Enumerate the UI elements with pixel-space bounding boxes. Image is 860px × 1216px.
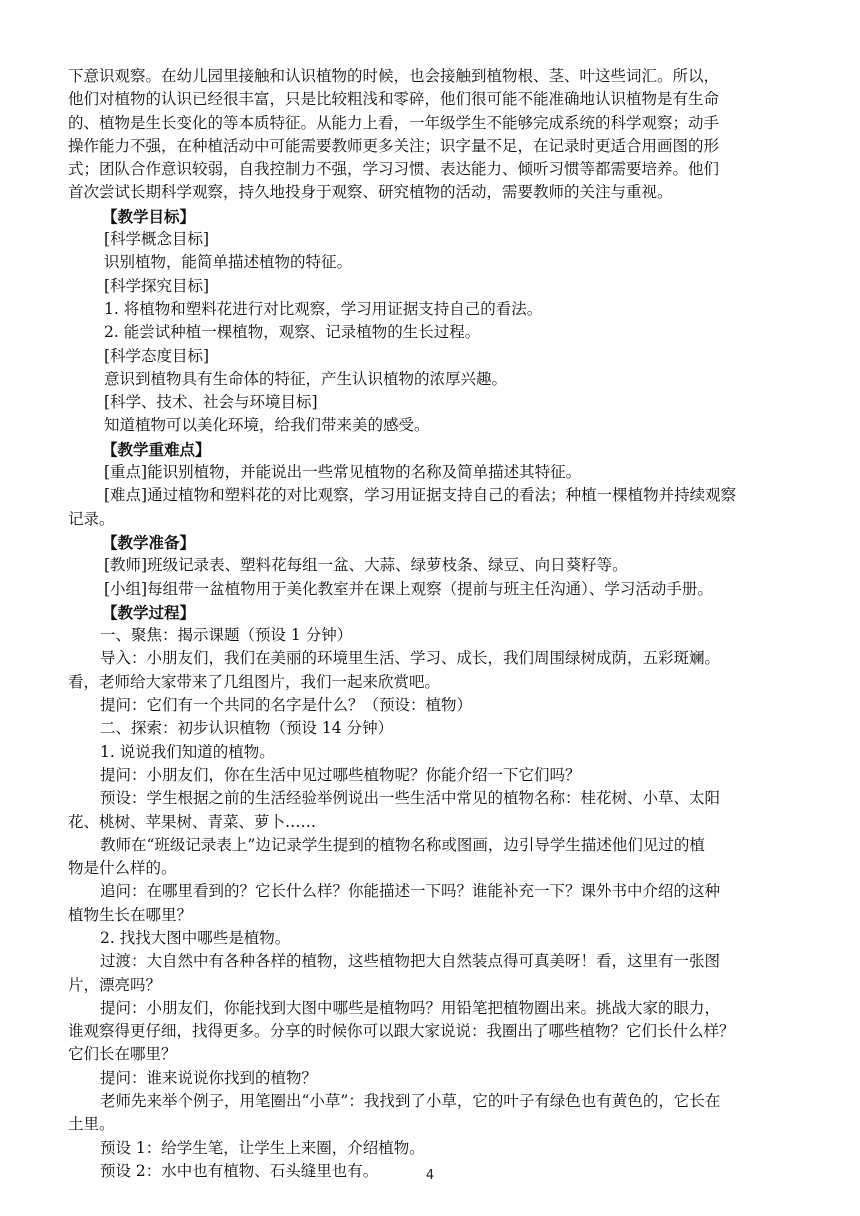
text-line: 看，老师给大家带来了几组图片，我们一起来欣赏吧。	[68, 672, 441, 691]
document-body	[68, 65, 798, 1183]
text-line: 首次尝试长期科学观察，持久地投身于观察、研究植物的活动，需要教师的关注与重视。	[68, 183, 673, 202]
text-line: 土里。	[68, 1115, 115, 1134]
text-line: 预设：学生根据之前的生活经验举例说出一些生活中常见的植物名称：桂花树、小草、太阳	[100, 789, 721, 808]
text-line: 式；团队合作意识较弱，自我控制力不强，学习习惯、表达能力、倾听习惯等都需要培养。他们	[68, 160, 720, 179]
section-heading: 【教学重难点】	[102, 439, 211, 459]
text-line: 2. 找找大图中哪些是植物。	[100, 928, 291, 947]
text-line: 预设 1：给学生笔，让学生上来圈，介绍植物。	[100, 1138, 425, 1157]
section-heading: 【教学目标】	[102, 206, 196, 226]
text-line: 一、聚焦：揭示课题（预设 1 分钟）	[100, 626, 353, 645]
text-line: 追问：在哪里看到的？它长什么样？你能描述一下吗？谁能补充一下？课外书中介绍的这种	[100, 882, 721, 901]
text-line: 老师先来举个例子，用笔圈出“小草”：我找到了小草，它的叶子有绿色也有黄色的，它长在	[100, 1092, 721, 1111]
text-line: 二、探索：初步认识植物（预设 14 分钟）	[100, 719, 394, 738]
text-line: 它们长在哪里？	[68, 1045, 177, 1064]
text-line: 导入：小朋友们，我们在美丽的环境里生活、学习、成长，我们周围绿树成荫，五彩斑斓。	[100, 649, 721, 668]
text-line: 意识到植物具有生命体的特征，产生认识植物的浓厚兴趣。	[104, 369, 508, 388]
text-line: 2. 能尝试种植一棵植物，观察、记录植物的生长过程。	[104, 323, 481, 342]
text-line: [科学探究目标]	[104, 276, 210, 295]
text-line: 提问：小朋友们，你能找到大图中哪些是植物吗？用铅笔把植物圈出来。挑战大家的眼力，	[100, 998, 721, 1017]
text-line: 片，漂亮吗？	[68, 975, 162, 994]
text-line: 预设 2：水中也有植物、石头缝里也有。	[100, 1161, 379, 1180]
text-line: 1. 将植物和塑料花进行对比观察，学习用证据支持自己的看法。	[104, 299, 543, 318]
text-line: 花、桃树、苹果树、青菜、萝卜……	[68, 812, 317, 831]
text-line: 提问：谁来说说你找到的植物？	[100, 1068, 318, 1087]
text-line: [难点]通过植物和塑料花的对比观察，学习用证据支持自己的看法；种植一棵植物并持续观察	[104, 486, 737, 505]
text-line: 下意识观察。在幼儿园里接触和认识植物的时候，也会接触到植物根、茎、叶这些词汇。所以，	[68, 67, 720, 85]
text-line: 教师在“班级记录表上”边记录学生提到的植物名称或图画，边引导学生描述他们见过的植	[100, 835, 705, 854]
text-line: 识别植物，能简单描述植物的特征。	[104, 253, 353, 272]
section-heading: 【教学准备】	[102, 532, 196, 552]
text-line: 知道植物可以美化环境，给我们带来美的感受。	[104, 416, 430, 435]
text-line: [教师]班级记录表、塑料花每组一盆、大蒜、绿萝枝条、绿豆、向日葵籽等。	[104, 556, 628, 575]
text-line: 的、植物是生长变化的等本质特征。从能力上看，一年级学生不能够完成系统的科学观察；动手	[68, 113, 720, 132]
text-line: [科学、技术、社会与环境目标]	[104, 393, 318, 412]
text-line: [科学概念目标]	[104, 230, 210, 249]
text-line: 记录。	[68, 509, 115, 528]
text-line: 提问：它们有一个共同的名字是什么？（预设：植物）	[100, 696, 473, 715]
text-line: 植物生长在哪里？	[68, 905, 193, 924]
text-line: [重点]能识别植物，并能说出一些常见植物的名称及简单描述其特征。	[104, 463, 582, 482]
text-line: [科学态度目标]	[104, 346, 210, 365]
text-line: 谁观察得更仔细，找得更多。分享的时候你可以跟大家说说：我圈出了哪些植物？它们长什么样？	[68, 1022, 735, 1041]
text-line: 1. 说说我们知道的植物。	[100, 742, 275, 761]
section-heading: 【教学过程】	[102, 602, 196, 622]
text-line: 提问：小朋友们，你在生活中见过哪些植物呢？你能介绍一下它们吗？	[100, 765, 581, 784]
text-line: 他们对植物的认识已经很丰富，只是比较粗浅和零碎，他们很可能不能准确地认识植物是有生命	[68, 90, 720, 109]
page-number: 4	[425, 1168, 435, 1183]
text-line: [小组]每组带一盆植物用于美化教室并在课上观察（提前与班主任沟通）、学习活动手册。	[104, 579, 713, 598]
text-line: 过渡：大自然中有各种各样的植物，这些植物把大自然装点得可真美呀！看，这里有一张图	[100, 952, 721, 971]
text-line: 物是什么样的。	[68, 859, 177, 878]
text-line: 操作能力不强，在种植活动中可能需要教师更多关注；识字量不足，在记录时更适合用画图的形	[68, 136, 720, 155]
